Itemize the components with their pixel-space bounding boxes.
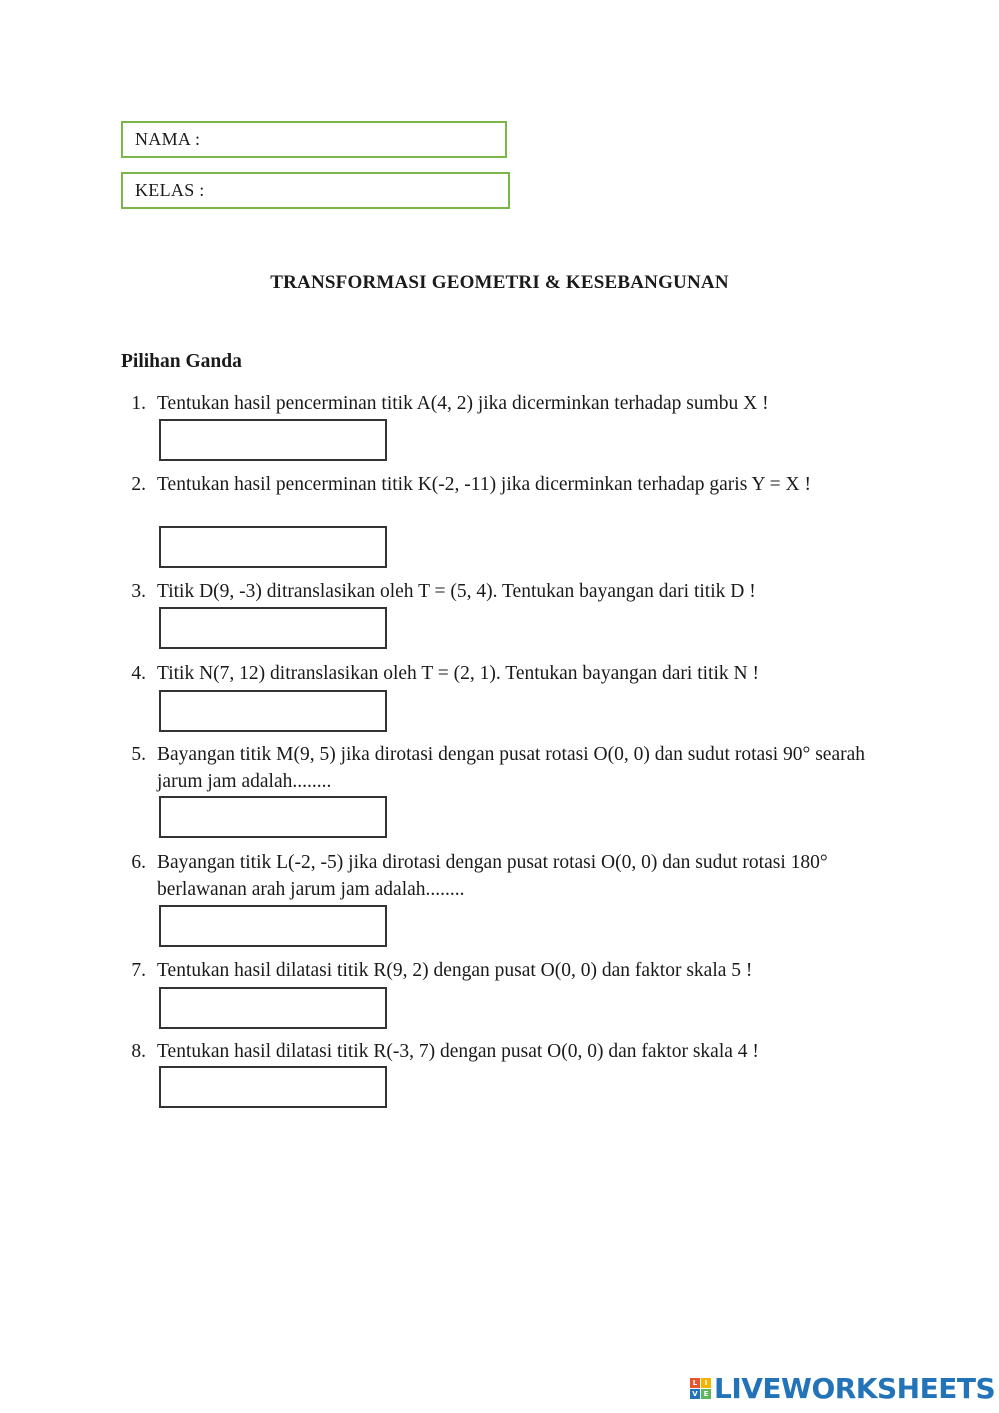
question-3 — [122, 578, 872, 605]
answer-input-3[interactable] — [159, 607, 387, 649]
question-8 — [122, 1038, 872, 1065]
liveworksheets-logo-icon — [690, 1378, 711, 1399]
question-text: Titik D(9, -3) ditranslasikan oleh T = (5, 4). Tentukan bayangan dari titik D ! — [157, 581, 756, 602]
nama-field[interactable] — [121, 121, 507, 158]
answer-input-6[interactable] — [159, 905, 387, 947]
logo-letter: E — [701, 1389, 711, 1399]
liveworksheets-brand — [690, 1372, 995, 1405]
question-number: 1. — [131, 393, 146, 414]
question-number: 2. — [131, 474, 146, 495]
nama-input[interactable] — [206, 122, 505, 157]
answer-input-2[interactable] — [159, 526, 387, 568]
answer-input-5[interactable] — [159, 796, 387, 838]
question-7 — [122, 957, 872, 984]
question-4 — [122, 660, 872, 687]
question-number: 7. — [131, 960, 146, 981]
kelas-label: KELAS : — [135, 180, 205, 200]
question-1 — [122, 390, 872, 417]
brand-name: LIVEWORKSHEETS — [714, 1372, 996, 1405]
question-text: Tentukan hasil dilatasi titik R(-3, 7) dengan pusat O(0, 0) dan faktor skala 4 ! — [157, 1041, 759, 1062]
question-text: Bayangan titik M(9, 5) jika dirotasi dengan pusat rotasi O(0, 0) dan sudut rotasi 90° searah jarum jam adalah........ — [157, 744, 866, 792]
answer-input-1[interactable] — [159, 419, 387, 461]
question-number: 8. — [131, 1041, 146, 1062]
question-text: Titik N(7, 12) ditranslasikan oleh T = (2, 1). Tentukan bayangan dari titik N ! — [157, 663, 759, 684]
kelas-input[interactable] — [211, 173, 508, 208]
question-number: 6. — [131, 852, 146, 873]
question-text: Tentukan hasil pencerminan titik A(4, 2) jika dicerminkan terhadap sumbu X ! — [157, 393, 769, 414]
answer-input-7[interactable] — [159, 987, 387, 1029]
section-title: Pilihan Ganda — [121, 351, 242, 372]
question-number: 4. — [131, 663, 146, 684]
question-text: Tentukan hasil dilatasi titik R(9, 2) dengan pusat O(0, 0) dan faktor skala 5 ! — [157, 960, 753, 981]
answer-input-8[interactable] — [159, 1066, 387, 1108]
question-2 — [122, 471, 872, 498]
logo-letter: I — [701, 1378, 711, 1388]
question-number: 3. — [131, 581, 146, 602]
question-6 — [122, 849, 872, 903]
question-number: 5. — [131, 744, 146, 765]
logo-letter: V — [690, 1389, 700, 1399]
kelas-field[interactable] — [121, 172, 510, 209]
question-text: Bayangan titik L(-2, -5) jika dirotasi dengan pusat rotasi O(0, 0) dan sudut rotasi 180° berlawanan arah jarum jam adalah........ — [157, 852, 828, 900]
answer-input-4[interactable] — [159, 690, 387, 732]
question-5 — [122, 741, 872, 795]
logo-letter: L — [690, 1378, 700, 1388]
question-text: Tentukan hasil pencerminan titik K(-2, -11) jika dicerminkan terhadap garis Y = X ! — [157, 474, 812, 495]
nama-label: NAMA : — [135, 129, 201, 149]
worksheet-title: TRANSFORMASI GEOMETRI & KESEBANGUNAN — [270, 272, 729, 293]
